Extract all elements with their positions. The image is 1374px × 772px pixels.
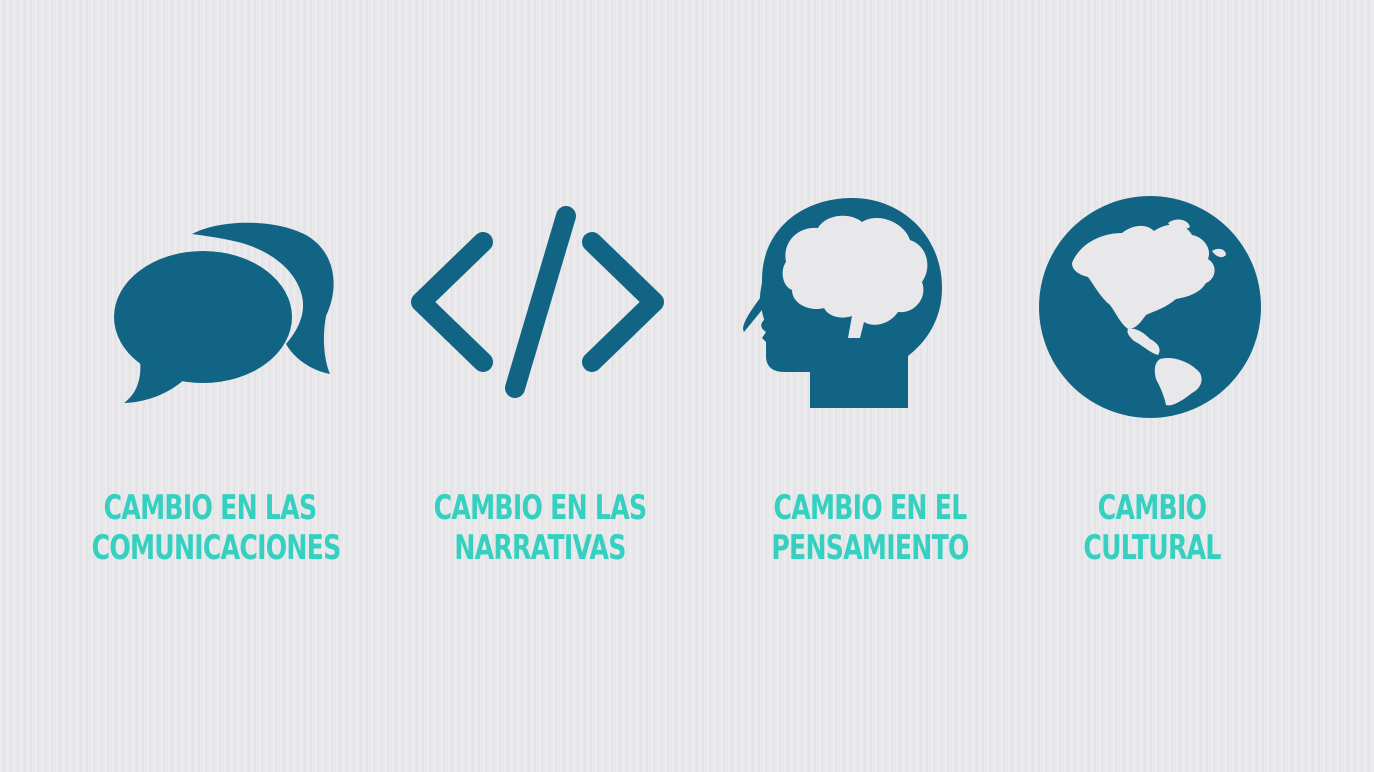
globe-icon bbox=[1036, 193, 1264, 421]
head-brain-icon bbox=[738, 190, 948, 415]
label-cultural bbox=[1034, 488, 1271, 568]
label-line: CULTURAL bbox=[1083, 528, 1221, 568]
label-line: PENSAMIENTO bbox=[771, 528, 969, 568]
label-line: CAMBIO EN LAS bbox=[433, 488, 647, 528]
label-narrativas bbox=[422, 488, 659, 568]
label-line: CAMBIO EN LAS bbox=[103, 488, 317, 528]
code-brackets-icon bbox=[405, 200, 670, 405]
label-line: CAMBIO EN EL bbox=[773, 488, 967, 528]
label-comunicaciones bbox=[91, 488, 341, 568]
label-line: COMUNICACIONES bbox=[91, 528, 341, 568]
label-pensamiento bbox=[752, 488, 989, 568]
speech-bubbles-icon bbox=[110, 220, 340, 410]
label-line: CAMBIO bbox=[1097, 488, 1207, 528]
label-line: NARRATIVAS bbox=[454, 528, 626, 568]
